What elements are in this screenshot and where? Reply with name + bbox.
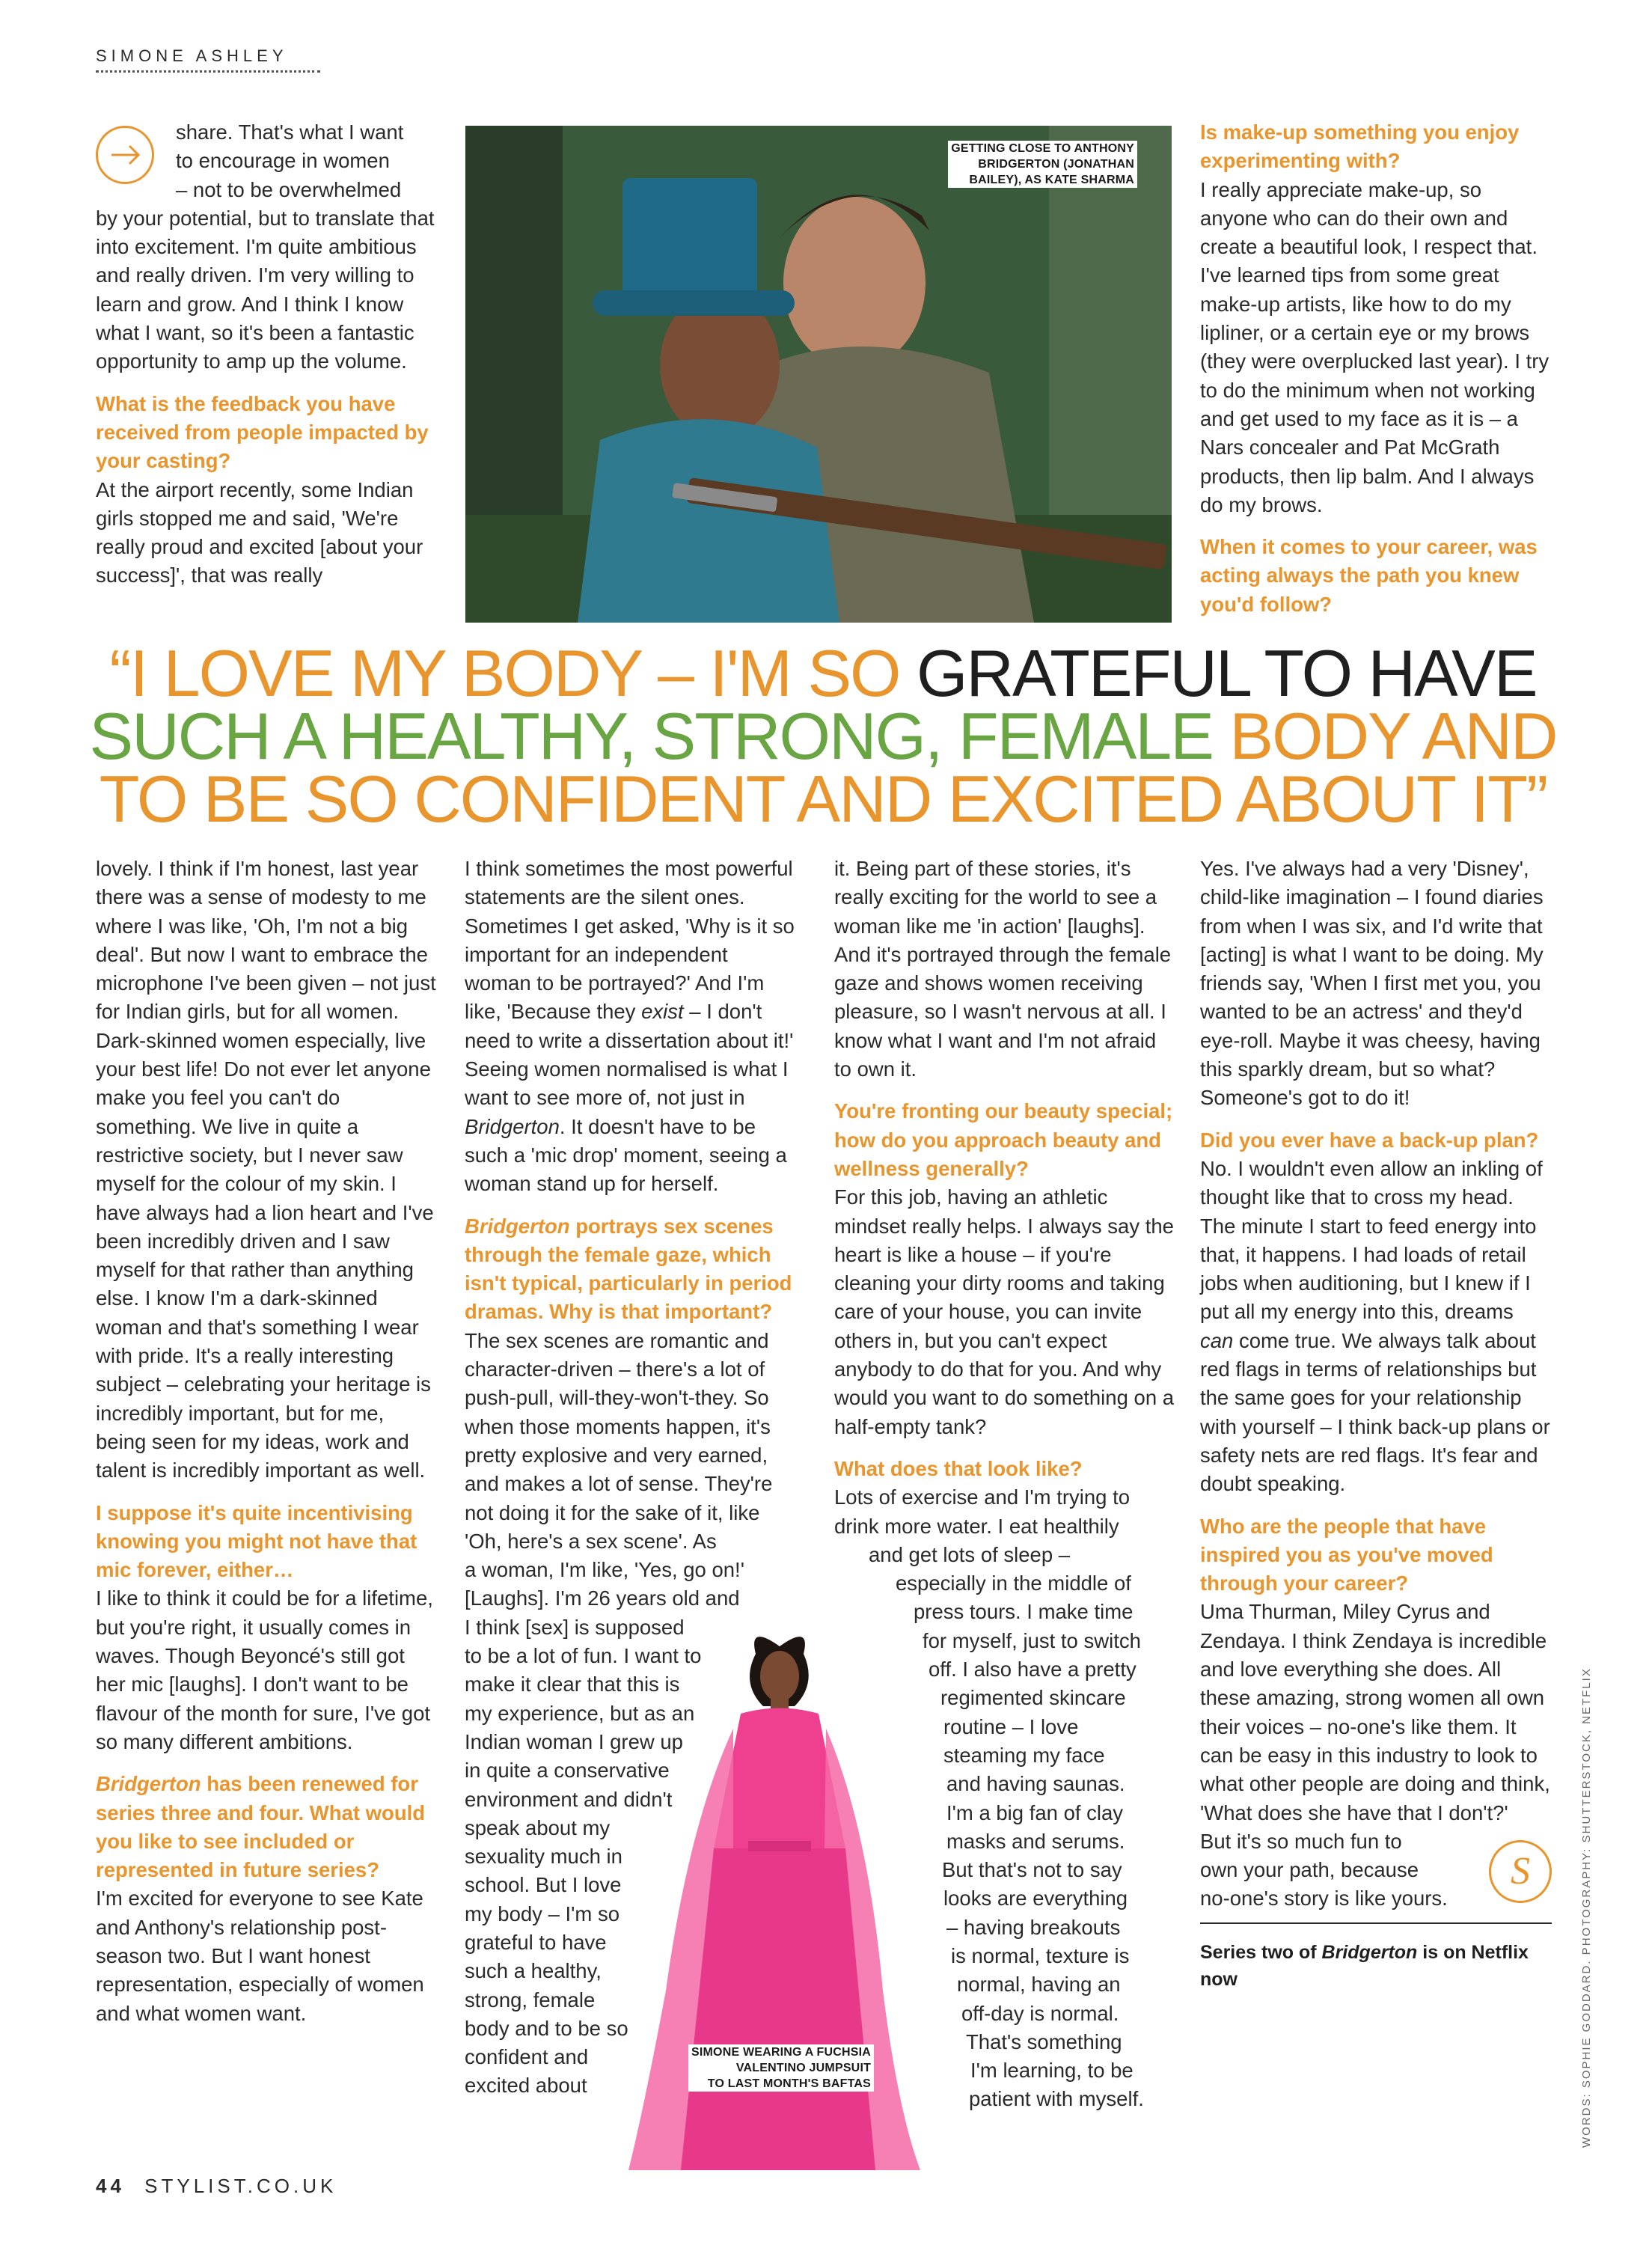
pull-quote-line: SUCH A HEALTHY, STRONG, FEMALE BODY AND	[89, 699, 1557, 773]
line: sexuality much in	[465, 1845, 622, 1869]
line: speak about my	[465, 1815, 611, 1839]
line: [Laughs]. I'm 26 years old and	[465, 1586, 740, 1610]
line: routine – I love	[943, 1714, 1079, 1738]
question: Bridgerton has been renewed for series three and four. What would you like to see included or represented in future series?	[96, 1772, 426, 1882]
indent-line: to encourage in women	[176, 149, 390, 173]
question: Who are the people that have inspired you as you've moved through your career?	[1200, 1514, 1493, 1595]
line: But that's not to say	[942, 1858, 1122, 1882]
indent-line: share. That's what I want	[176, 120, 404, 144]
line: That's something	[966, 2029, 1122, 2053]
paragraph: it. Being part of these stories, it's really exciting for the world to see a woman like me 'in action' [laughs]. And it's portrayed through the female gaze and shows women receiving pleasure, so I wasn't nervous at all. I know what I want and I'm not afraid to own it.	[834, 857, 1172, 1081]
line: and get lots of sleep –	[869, 1542, 1071, 1566]
line: off-day is normal.	[961, 2001, 1119, 2025]
paragraph: Yes. I've always had a very 'Disney', child-like imagination – I found diaries from when I was six, and I'd write that [acting] is what I want to be doing. My friends say, 'When I first met you, you wanted to be an actress' and they'd eye-roll. Maybe it was cheesy, having this sparkly dream, but so what? Someone's got to do it!	[1200, 857, 1544, 1110]
section-title: SIMONE ASHLEY	[96, 46, 288, 65]
line: school. But I love	[465, 1873, 622, 1897]
line: my body – I'm so	[465, 1902, 620, 1925]
line: such a healthy,	[465, 1959, 602, 1983]
series-note: Series two of Bridgerton is on Netflix now	[1200, 1941, 1529, 1990]
column-3	[834, 855, 1178, 2114]
paragraph: lovely. I think if I'm honest, last year there was a sense of modesty to me where I was like, 'Oh, I'm not a big deal'. But now I want to embrace the microphone I've been given – not just for Indian girls, but for all women. Dark-skinned women especially, live your best life! Do not ever let anyone make you feel you can't do something. We live in quite a restrictive society, but I never saw myself for the colour of my skin. I have always had a lion heart and I've been incredibly driven and I saw myself for that rather than anything else. I know I'm a dark-skinned woman and that's something I wear with pride. It's a really interesting subject – celebrating your heritage is incredibly important, but for me, being seen for my ideas, work and talent is incredibly important as well.	[96, 857, 436, 1482]
pull-quote-line: “I LOVE MY BODY – I'M SO GRATEFUL TO HAVE	[109, 636, 1537, 710]
line: drink more water. I eat healthily	[834, 1514, 1119, 1538]
bridgerton-still-photo	[465, 126, 1172, 623]
line: grateful to have	[465, 1930, 607, 1954]
footer-rule	[1200, 1922, 1552, 1924]
question: Is make-up something you enjoy experimenting with?	[1200, 120, 1520, 173]
line: confident and	[465, 2045, 589, 2069]
paragraph: by your potential, but to translate that into excitement. I'm quite ambitious and really driven. I'm very willing to learn and grow. And I think I know what I want, so it's been a fantastic opportunity to amp up the volume.	[96, 206, 435, 373]
column-top-right	[1200, 118, 1552, 619]
photo-caption: SIMONE WEARING A FUCHSIA VALENTINO JUMPSUIT TO LAST MONTH'S BAFTAS	[688, 2044, 874, 2092]
line: Lots of exercise and I'm trying to	[834, 1485, 1131, 1509]
line: in quite a conservative	[465, 1759, 670, 1783]
question: When it comes to your career, was acting always the path you knew you'd follow?	[1200, 535, 1538, 616]
line: for myself, just to switch	[923, 1628, 1141, 1652]
photo-caption: GETTING CLOSE TO ANTHONY BRIDGERTON (JONATHAN BAILEY), AS KATE SHARMA	[948, 141, 1137, 188]
line: and having saunas.	[946, 1772, 1125, 1796]
column-1	[96, 855, 440, 2028]
line: regimented skincare	[940, 1686, 1126, 1710]
question: You're fronting our beauty special; how do you approach beauty and wellness generally?	[834, 1099, 1173, 1180]
line: my experience, but as an	[465, 1701, 695, 1725]
end-mark-icon: S	[1489, 1840, 1552, 1903]
line: I think [sex] is supposed	[465, 1615, 685, 1639]
line: body and to be so	[465, 2016, 628, 2040]
line: press tours. I make time	[914, 1600, 1134, 1624]
continued-arrow-icon	[96, 126, 154, 184]
paragraph: No. I wouldn't even allow an inkling of thought like that to cross my head. The minute I start to feed energy into that, it happens. I had loads of retail jobs when auditioning, but I knew if I put all my energy into this, dreams can come true. We always talk about red flags in terms of relationships but the same goes for your relationship with yourself – I think back-up plans or safety nets are red flags. It's fear and doubt speaking.	[1200, 1156, 1550, 1496]
line: But it's so much fun to	[1200, 1829, 1402, 1853]
question: Bridgerton portrays sex scenes through the female gaze, which isn't typical, particularly in period dramas. Why is that important?	[465, 1214, 792, 1324]
line: I'm a big fan of clay	[946, 1800, 1124, 1824]
line: environment and didn't	[465, 1787, 673, 1811]
line: is normal, texture is	[951, 1943, 1130, 1967]
page-number: 44	[96, 2175, 125, 2197]
line: – having breakouts	[946, 1915, 1121, 1939]
line: Indian woman I grew up	[465, 1729, 683, 1753]
section-header	[96, 46, 320, 73]
paragraph: I think sometimes the most powerful statements are the silent ones. Sometimes I get asked, 'Why is it so important for an independent woman to be portrayed?' And I'm like, 'Because they exist – I don't need to write a dissertation about it!' Seeing women normalised is what I want to see more of, not just in Bridgerton. It doesn't have to be such a 'mic drop' moment, seeing a woman stand up for herself.	[465, 857, 795, 1196]
question: Did you ever have a back-up plan?	[1200, 1128, 1539, 1152]
paragraph: At the airport recently, some Indian girls stopped me and said, 'We're really proud and excited [about your success]', that was really	[96, 477, 423, 587]
line: own your path, because	[1200, 1858, 1419, 1882]
page-footer	[96, 2175, 337, 2198]
photo-illustration	[465, 126, 1172, 623]
paragraph: The sex scenes are romantic and character-driven – there's a lot of push-pull, will-they-won't-they. So when those moments happen, it's pretty explosive and very earned, and makes a lot of sense. They're not doing it for the sake of it, like 'Oh, here's a sex scene'. As	[465, 1328, 773, 1553]
paragraph: I really appreciate make-up, so anyone who can do their own and create a beautiful look, I respect that. I've learned tips from some great make-up artists, like how to do my lipliner, or a certain eye or my brows (they were overplucked last year). I try to do the minimum when not working and get used to my face as it is – a Nars concealer and Pat McGrath products, then lip balm. And I always do my brows.	[1200, 177, 1549, 516]
column-4	[1200, 855, 1552, 1993]
line: make it clear that this is	[465, 1673, 680, 1696]
paragraph: Uma Thurman, Miley Cyrus and Zendaya. I think Zendaya is incredible and love everything she does. All these amazing, strong women all own their voices – no-one's like them. It can be easy in this industry to look to what other people are doing and think, 'What does she have that I don't?'	[1200, 1600, 1550, 1824]
question: What is the feedback you have received from people impacted by your casting?	[96, 391, 429, 473]
line: off. I also have a pretty	[929, 1658, 1136, 1682]
line: normal, having an	[957, 1973, 1121, 1997]
line: especially in the middle of	[896, 1572, 1131, 1595]
line: masks and serums.	[946, 1829, 1125, 1853]
question: I suppose it's quite incentivising knowing you might not have that mic forever, either…	[96, 1500, 417, 1582]
line: I'm learning, to be	[970, 2059, 1134, 2083]
line: looks are everything	[943, 1887, 1128, 1910]
line: excited about	[465, 2074, 587, 2098]
header-dotted-rule	[96, 70, 320, 73]
question: What does that look like?	[834, 1456, 1083, 1480]
paragraph: I like to think it could be for a lifetime, but you're right, it usually comes in waves. Though Beyoncé's still got her mic [laughs]. I don't want to be flavour of the month for sure, I've got so many different ambitions.	[96, 1586, 433, 1753]
line: a woman, I'm like, 'Yes, go on!'	[465, 1558, 744, 1582]
photo-credits: WORDS: SOPHIE GODDARD. PHOTOGRAPHY: SHUTTERSTOCK, NETFLIX	[1580, 1667, 1593, 2148]
line: no-one's story is like yours.	[1200, 1887, 1448, 1910]
indent-line: – not to be overwhelmed	[176, 177, 402, 201]
line: patient with myself.	[969, 2087, 1144, 2111]
column-top-left	[96, 118, 440, 590]
paragraph: I'm excited for everyone to see Kate and Anthony's relationship post-season two. But I want honest representation, especially of women and what women want.	[96, 1887, 424, 2025]
pull-quote-line: TO BE SO CONFIDENT AND EXCITED ABOUT IT”	[99, 762, 1547, 836]
paragraph: For this job, having an athletic mindset really helps. I always say the heart is like a house – if you're cleaning your dirty rooms and taking care of your house, you can invite others in, but you can't expect anybody to do that for you. And why would you want to do something on a half-empty tank?	[834, 1185, 1175, 1438]
pull-quote	[75, 636, 1571, 836]
site-name: STYLIST.CO.UK	[144, 2175, 337, 2197]
line: strong, female	[465, 1988, 596, 2012]
line: to be a lot of fun. I want to	[465, 1644, 702, 1668]
line: steaming my face	[943, 1743, 1105, 1767]
